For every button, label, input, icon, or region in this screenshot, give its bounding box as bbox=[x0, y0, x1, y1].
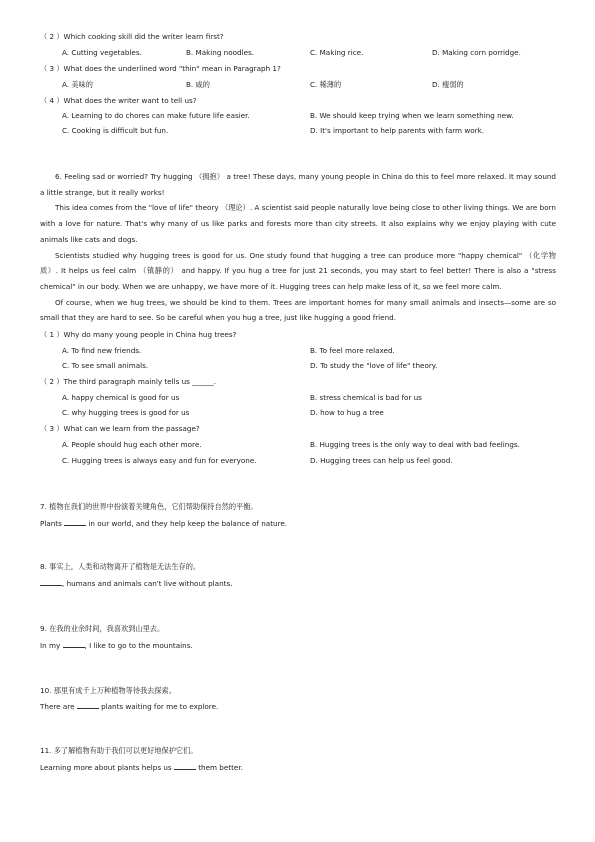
option-d[interactable]: D. Hugging trees can help us feel good. bbox=[310, 456, 453, 465]
reading-passage bbox=[40, 169, 556, 326]
answer-blank[interactable] bbox=[40, 577, 62, 586]
question-stem: （ 4 ）What does the writer want to tell us? bbox=[40, 96, 197, 105]
option-a[interactable]: A. To find new friends. bbox=[62, 346, 142, 355]
option-c[interactable]: C. Making rice. bbox=[310, 48, 364, 57]
option-b[interactable]: B. 咸的 bbox=[186, 80, 210, 89]
translation-prompt: 7. 植物在我们的世界中扮演着关键角色，它们帮助保持自然的平衡。 bbox=[40, 502, 258, 511]
answer-blank[interactable] bbox=[77, 700, 99, 709]
translation-prompt: 10. 那里有成千上万种植物等待我去探索。 bbox=[40, 686, 176, 695]
option-b[interactable]: B. We should keep trying when we learn something new. bbox=[310, 111, 514, 120]
sentence-start: Plants bbox=[40, 519, 65, 528]
sentence-start: There are bbox=[40, 702, 77, 711]
answer-blank[interactable] bbox=[174, 761, 196, 770]
translation-prompt: 11. 多了解植物有助于我们可以更好地保护它们。 bbox=[40, 746, 198, 755]
translation-sentence bbox=[40, 639, 193, 651]
question-stem: （ 3 ）What can we learn from the passage? bbox=[40, 424, 200, 433]
passage-paragraph-2: This idea comes from the "love of life" theory （理论）. A scientist said people naturally love being close to other living things. We are born with a love for nature. That's why many of us like parks and forests more than city streets. It also explains why we enjoy playing with cute animals like cats and dogs. bbox=[40, 203, 556, 244]
option-b[interactable]: B. stress chemical is bad for us bbox=[310, 393, 422, 402]
question-stem: （ 2 ）The third paragraph mainly tells us ______. bbox=[40, 377, 217, 386]
option-d[interactable]: D. how to hug a tree bbox=[310, 408, 384, 417]
passage-paragraph-1: 6. Feeling sad or worried? Try hugging （拥抱） a tree! These days, many young people in China do this to feel more relaxed. It may sound a little strange, but it really works! bbox=[40, 172, 556, 197]
option-b[interactable]: B. Making noodles. bbox=[186, 48, 255, 57]
option-c[interactable]: C. Hugging trees is always easy and fun for everyone. bbox=[62, 456, 257, 465]
option-c[interactable]: C. Cooking is difficult but fun. bbox=[62, 126, 169, 135]
option-c[interactable]: C. why hugging trees is good for us bbox=[62, 408, 190, 417]
translation-sentence bbox=[40, 517, 287, 529]
sentence-end: , humans and animals can't live without plants. bbox=[62, 579, 233, 588]
sentence-end: , I like to go to the mountains. bbox=[84, 641, 193, 650]
option-a[interactable]: A. Cutting vegetables. bbox=[62, 48, 142, 57]
option-a[interactable]: A. People should hug each other more. bbox=[62, 440, 202, 449]
translation-sentence bbox=[40, 761, 243, 773]
option-c[interactable]: C. To see small animals. bbox=[62, 361, 149, 370]
question-stem: （ 3 ）What does the underlined word "thin" mean in Paragraph 1? bbox=[40, 64, 281, 73]
option-d[interactable]: D. It's important to help parents with farm work. bbox=[310, 126, 485, 135]
translation-prompt: 9. 在我的业余时间，我喜欢到山里去。 bbox=[40, 624, 165, 633]
answer-blank[interactable] bbox=[64, 517, 86, 526]
sentence-end: in our world, and they help keep the balance of nature. bbox=[86, 519, 288, 528]
option-a[interactable]: A. happy chemical is good for us bbox=[62, 393, 180, 402]
sentence-end: them better. bbox=[195, 763, 243, 772]
sentence-start: Learning more about plants helps us bbox=[40, 763, 174, 772]
option-d[interactable]: D. To study the "love of life" theory. bbox=[310, 361, 438, 370]
option-b[interactable]: B. Hugging trees is the only way to deal with bad feelings. bbox=[310, 440, 520, 449]
option-d[interactable]: D. 瘦弱的 bbox=[432, 80, 464, 89]
question-stem: （ 2 ）Which cooking skill did the writer learn first? bbox=[40, 32, 224, 41]
sentence-end: plants waiting for me to explore. bbox=[98, 702, 219, 711]
question-stem: （ 1 ）Why do many young people in China hug trees? bbox=[40, 330, 237, 339]
translation-sentence bbox=[40, 577, 232, 589]
answer-blank[interactable] bbox=[63, 639, 85, 648]
option-a[interactable]: A. 美味的 bbox=[62, 80, 93, 89]
translation-sentence bbox=[40, 700, 218, 712]
passage-paragraph-3: Scientists studied why hugging trees is good for us. One study found that hugging a tree can produce more "happy chemical" （化学物质）. It helps us feel calm （镇静的） and happy. If you hug a tree for just 21 seconds, you may start to feel better! There is also a "stress chemical" in our body. When we are unhappy, we have more of it. Hugging trees can help make less of it, so we feel more calm. bbox=[40, 250, 556, 291]
option-a[interactable]: A. Learning to do chores can make future life easier. bbox=[62, 111, 250, 120]
sentence-start: In my bbox=[40, 641, 63, 650]
option-c[interactable]: C. 稀薄的 bbox=[310, 80, 342, 89]
option-d[interactable]: D. Making corn porridge. bbox=[432, 48, 521, 57]
option-b[interactable]: B. To feel more relaxed. bbox=[310, 346, 395, 355]
translation-prompt: 8. 事实上，人类和动物离开了植物是无法生存的。 bbox=[40, 562, 201, 571]
passage-paragraph-4: Of course, when we hug trees, we should be kind to them. Trees are important homes for many small animals and insects—some are so small that they are hard to see. So be careful when you hug a tree, just like hugging a good friend. bbox=[40, 297, 556, 323]
